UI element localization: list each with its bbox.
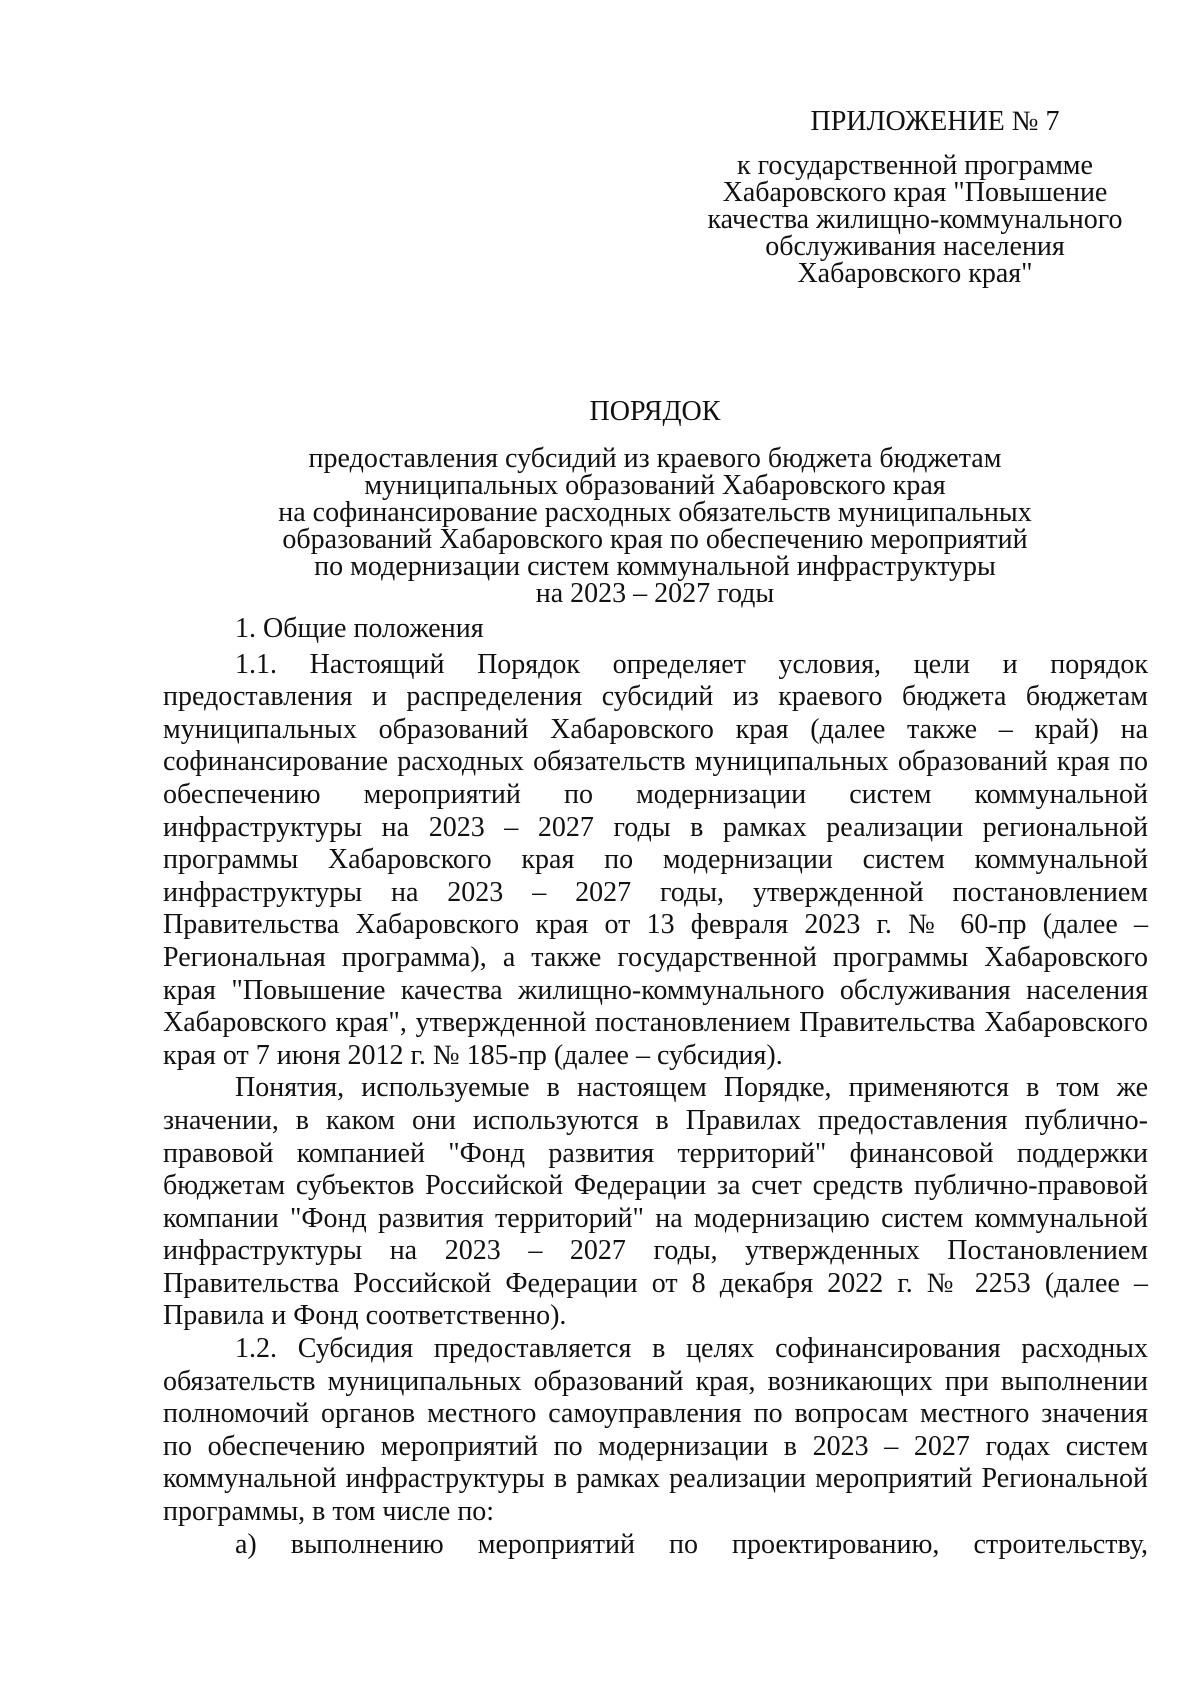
appendix-line: качества жилищно-коммунального [707,204,1123,235]
appendix-block [700,108,1130,287]
appendix-line: к государственной программе [737,150,1093,181]
document-body [163,613,1148,1561]
paragraph: Понятия, используемые в настоящем Порядке, применяются в том же значении, в каком они используются в Правилах предоставления публично-правовой компанией "Фонд развития территорий" финансовой поддержки бюджетам субъектов Российской Федерации за счет средств публично-правовой компании "Фонд развития территорий" на модернизацию систем коммунальной инфраструктуры на 2023 – 2027 годы, утвержденных Постановлением Правительства Российской Федерации от 8 декабря 2022 г. № 2253 (далее – Правила и Фонд соответственно). [163,1072,1148,1332]
section-title: 1. Общие положения [235,613,484,644]
appendix-line: Хабаровского края "Повышение [722,177,1108,208]
document-title: ПОРЯДОК [589,396,721,427]
paragraph: 1.2. Субсидия предоставляется в целях софинансирования расходных обязательств муниципальных образований края, возникающих при выполнении полномочий органов местного самоуправления по вопросам местного значения по обеспечению мероприятий по модернизации в 2023 – 2027 годах систем коммунальной инфраструктуры в рамках реализации мероприятий Региональной программы, в том числе по: [163,1333,1148,1528]
paragraph: а) выполнению мероприятий по проектированию, строительству, [235,1528,1148,1560]
appendix-title: ПРИЛОЖЕНИЕ № 7 [810,106,1060,137]
document-subtitle-line: образований Хабаровского края по обеспечению мероприятий [282,524,1028,555]
paragraph: 1.1. Настоящий Порядок определяет условия, цели и порядок предоставления и распределения субсидий из краевого бюджета бюджетам муниципальных образований Хабаровского края (далее также – край) на софинансирование расходных обязательств муниципальных образований края по обеспечению мероприятий по модернизации систем коммунальной инфраструктуры на 2023 – 2027 годы в рамках реализации региональной программы Хабаровского края по модернизации систем коммунальной инфраструктуры на 2023 – 2027 годы, утвержденной постановлением Правительства Хабаровского края от 13 февраля 2023 г. № 60-пр (далее – Региональная программа), а также государственной программы Хабаровского края "Повышение качества жилищно-коммунального обслуживания населения Хабаровского края", утвержденной постановлением Правительства Хабаровского края от 7 июня 2012 г. № 185-пр (далее – субсидия). [163,648,1148,1071]
appendix-line: обслуживания населения [765,231,1065,262]
document-subtitle-line: предоставления субсидий из краевого бюджета бюджетам [308,443,1002,474]
document-subtitle-line: на 2023 – 2027 годы [535,578,775,609]
document-subtitle-line: муниципальных образований Хабаровского края [364,470,946,501]
document-subtitle-line: на софинансирование расходных обязательств муниципальных [278,497,1032,528]
appendix-line: Хабаровского края" [797,258,1033,289]
document-heading [160,398,1150,607]
document-subtitle-line: по модернизации систем коммунальной инфраструктуры [314,551,996,582]
